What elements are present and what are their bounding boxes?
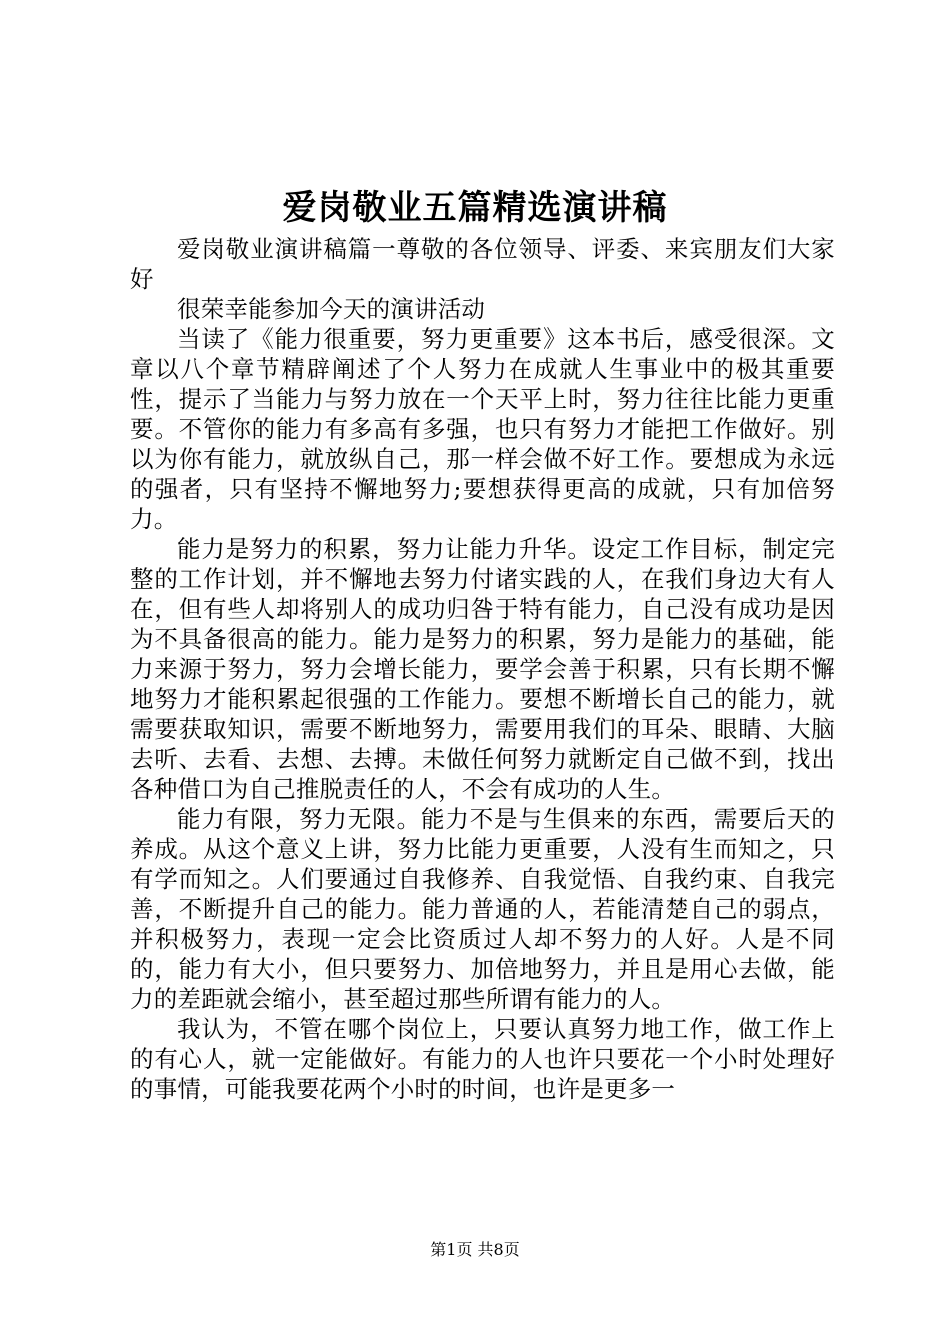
paragraph: 很荣幸能参加今天的演讲活动	[177, 295, 486, 323]
page-footer: 第1页 共8页	[430, 1240, 520, 1259]
paragraph: 能力有限，努力无限。能力不是与生俱来的东西，需要后天的养成。从这个意义上讲，努力比能力更重要，人没有生而知之，只有学而知之。人们要通过自我修养、自我觉悟、自我约束、自我完善，不断提升自己的能力。能力普通的人，若能清楚自己的弱点，并积极努力，表现一定会比资质过人却不努力的人好。人是不同的，能力有大小，但只要努力、加倍地努力，并且是用心去做，能力的差距就会缩小，甚至超过那些所谓有能力的人。	[130, 805, 835, 1013]
document-body	[130, 234, 835, 1104]
paragraph: 爱岗敬业演讲稿篇一尊敬的各位领导、评委、来宾朋友们大家好	[130, 235, 835, 293]
paragraph: 我认为，不管在哪个岗位上，只要认真努力地工作，做工作上的有心人，就一定能做好。有能力的人也许只要花一个小时处理好的事情，可能我要花两个小时的时间，也许是更多一	[130, 1015, 835, 1103]
paragraph: 能力是努力的积累，努力让能力升华。设定工作目标，制定完整的工作计划，并不懈地去努力付诸实践的人，在我们身边大有人在，但有些人却将别人的成功归咎于特有能力，自己没有成功是因为不具备很高的能力。能力是努力的积累，努力是能力的基础，能力来源于努力，努力会增长能力，要学会善于积累，只有长期不懈地努力才能积累起很强的工作能力。要想不断增长自己的能力，就需要获取知识，需要不断地努力，需要用我们的耳朵、眼睛、大脑去听、去看、去想、去搏。未做任何努力就断定自己做不到，找出各种借口为自己推脱责任的人，不会有成功的人生。	[130, 535, 835, 803]
paragraph: 当读了《能力很重要，努力更重要》这本书后，感受很深。文章以八个章节精辟阐述了个人努力在成就人生事业中的极其重要性，提示了当能力与努力放在一个天平上时，努力往往比能力更重要。不管你的能力有多高有多强，也只有努力才能把工作做好。别以为你有能力，就放纵自己，那一样会做不好工作。要想成为永远的强者，只有坚持不懈地努力;要想获得更高的成就，只有加倍努力。	[130, 325, 835, 533]
document-title: 爱岗敬业五篇精选演讲稿	[282, 188, 668, 228]
